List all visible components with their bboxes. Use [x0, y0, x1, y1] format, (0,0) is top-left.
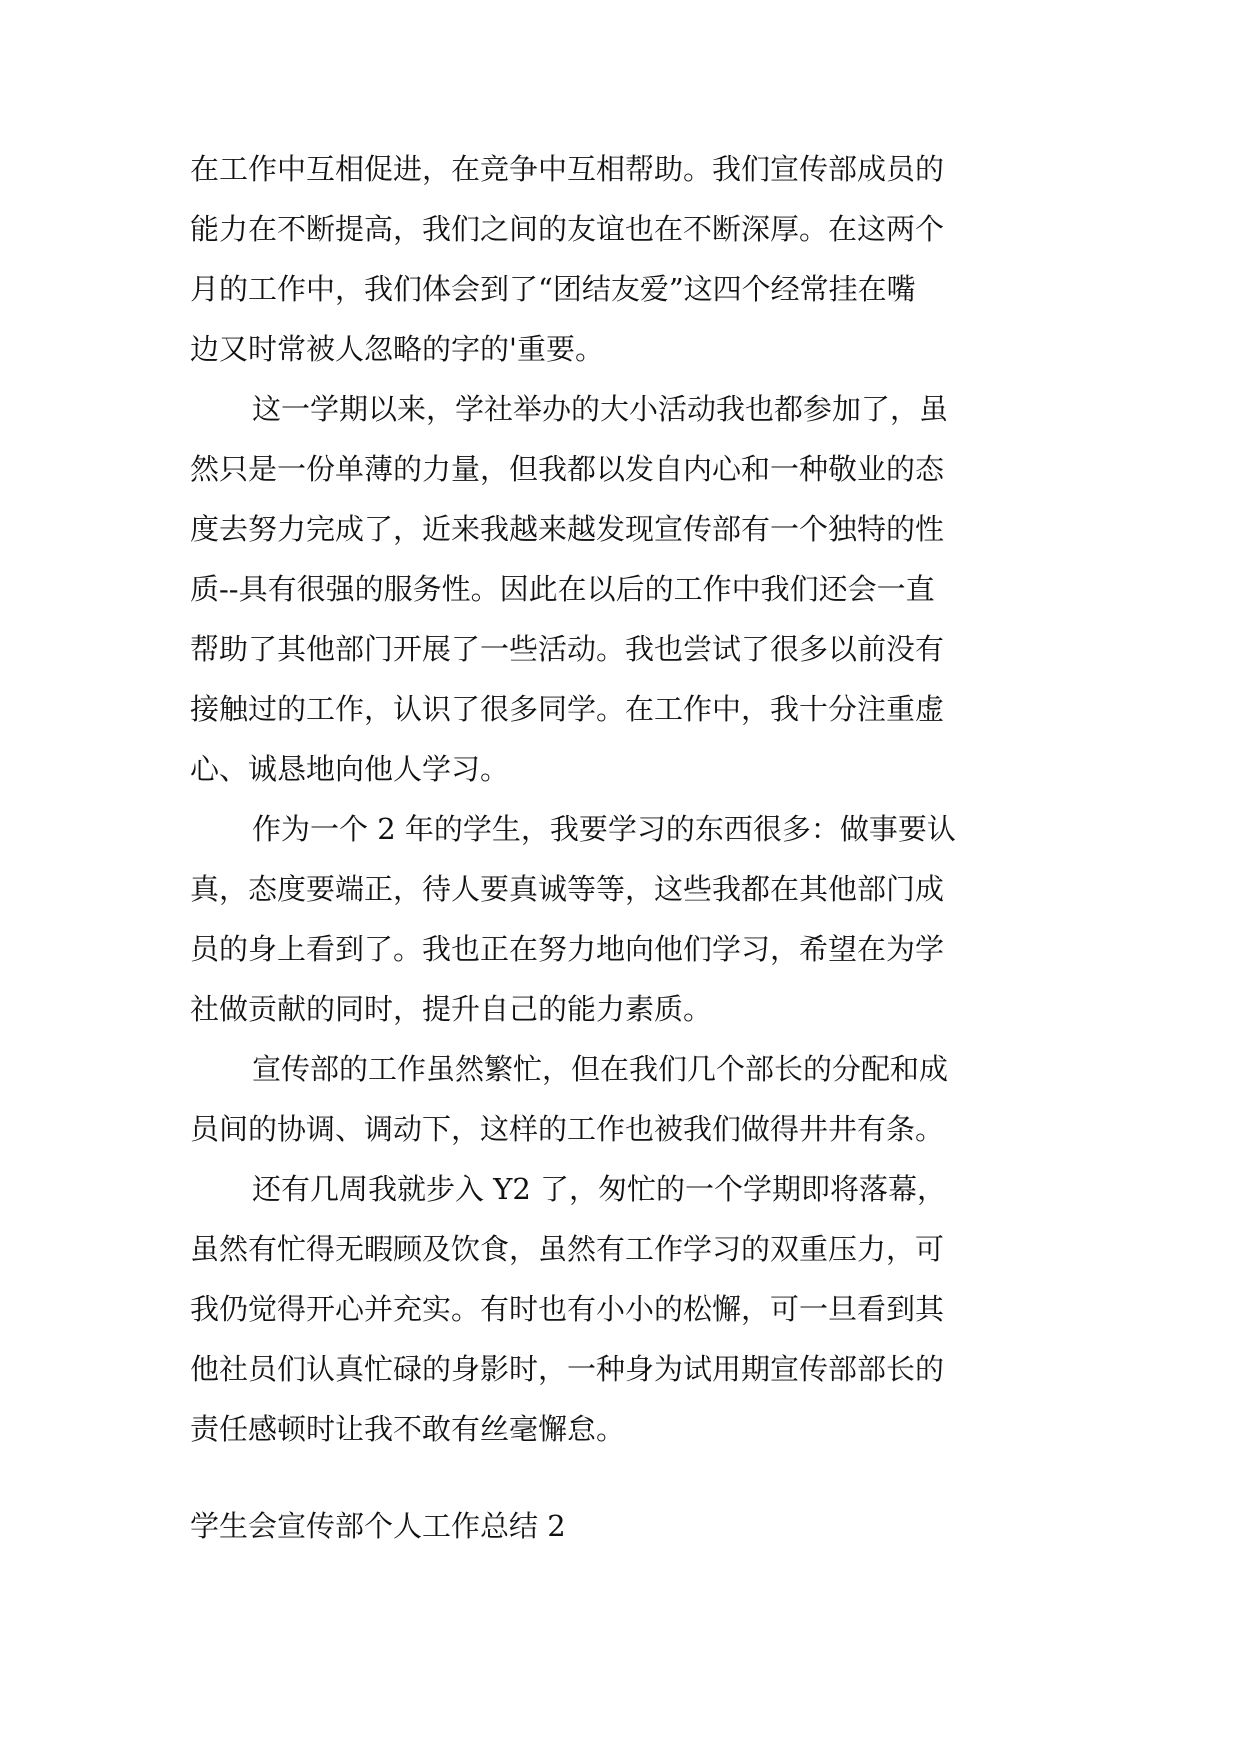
- body-line: 边又时常被人忽略的字的'重要。: [190, 332, 604, 366]
- body-line: 宣传部的工作虽然繁忙，但在我们几个部长的分配和成: [252, 1052, 949, 1086]
- body-line: 月的工作中，我们体会到了“团结友爱”这四个经常挂在嘴: [190, 272, 916, 306]
- body-line: 能力在不断提高，我们之间的友谊也在不断深厚。在这两个: [190, 212, 945, 246]
- body-line: 员间的协调、调动下，这样的工作也被我们做得井井有条。: [190, 1112, 945, 1146]
- body-line: 他社员们认真忙碌的身影时，一种身为试用期宣传部部长的: [190, 1352, 945, 1386]
- body-line: 作为一个 2 年的学生，我要学习的东西很多：做事要认: [252, 812, 956, 846]
- body-line: 虽然有忙得无暇顾及饮食，虽然有工作学习的双重压力，可: [190, 1232, 945, 1266]
- body-line: 质--具有很强的服务性。因此在以后的工作中我们还会一直: [190, 572, 935, 606]
- section-heading: 学生会宣传部个人工作总结 2: [190, 1509, 566, 1543]
- body-line: 这一学期以来，学社举办的大小活动我也都参加了，虽: [252, 392, 949, 426]
- body-line: 真，态度要端正，待人要真诚等等，这些我都在其他部门成: [190, 872, 945, 906]
- body-line: 责任感顿时让我不敢有丝毫懈怠。: [190, 1412, 626, 1446]
- body-line: 社做贡献的同时，提升自己的能力素质。: [190, 992, 713, 1026]
- body-line: 帮助了其他部门开展了一些活动。我也尝试了很多以前没有: [190, 632, 945, 666]
- body-line: 在工作中互相促进，在竞争中互相帮助。我们宣传部成员的: [190, 152, 945, 186]
- body-line: 度去努力完成了，近来我越来越发现宣传部有一个独特的性: [190, 512, 945, 546]
- body-line: 心、诚恳地向他人学习。: [190, 752, 510, 786]
- body-line: 员的身上看到了。我也正在努力地向他们学习，希望在为学: [190, 932, 945, 966]
- body-line: 还有几周我就步入 Y2 了，匆忙的一个学期即将落幕，: [252, 1172, 947, 1206]
- body-line: 我仍觉得开心并充实。有时也有小小的松懈，可一旦看到其: [190, 1292, 945, 1326]
- body-line: 接触过的工作，认识了很多同学。在工作中，我十分注重虚: [190, 692, 945, 726]
- body-line: 然只是一份单薄的力量，但我都以发自内心和一种敬业的态: [190, 452, 945, 486]
